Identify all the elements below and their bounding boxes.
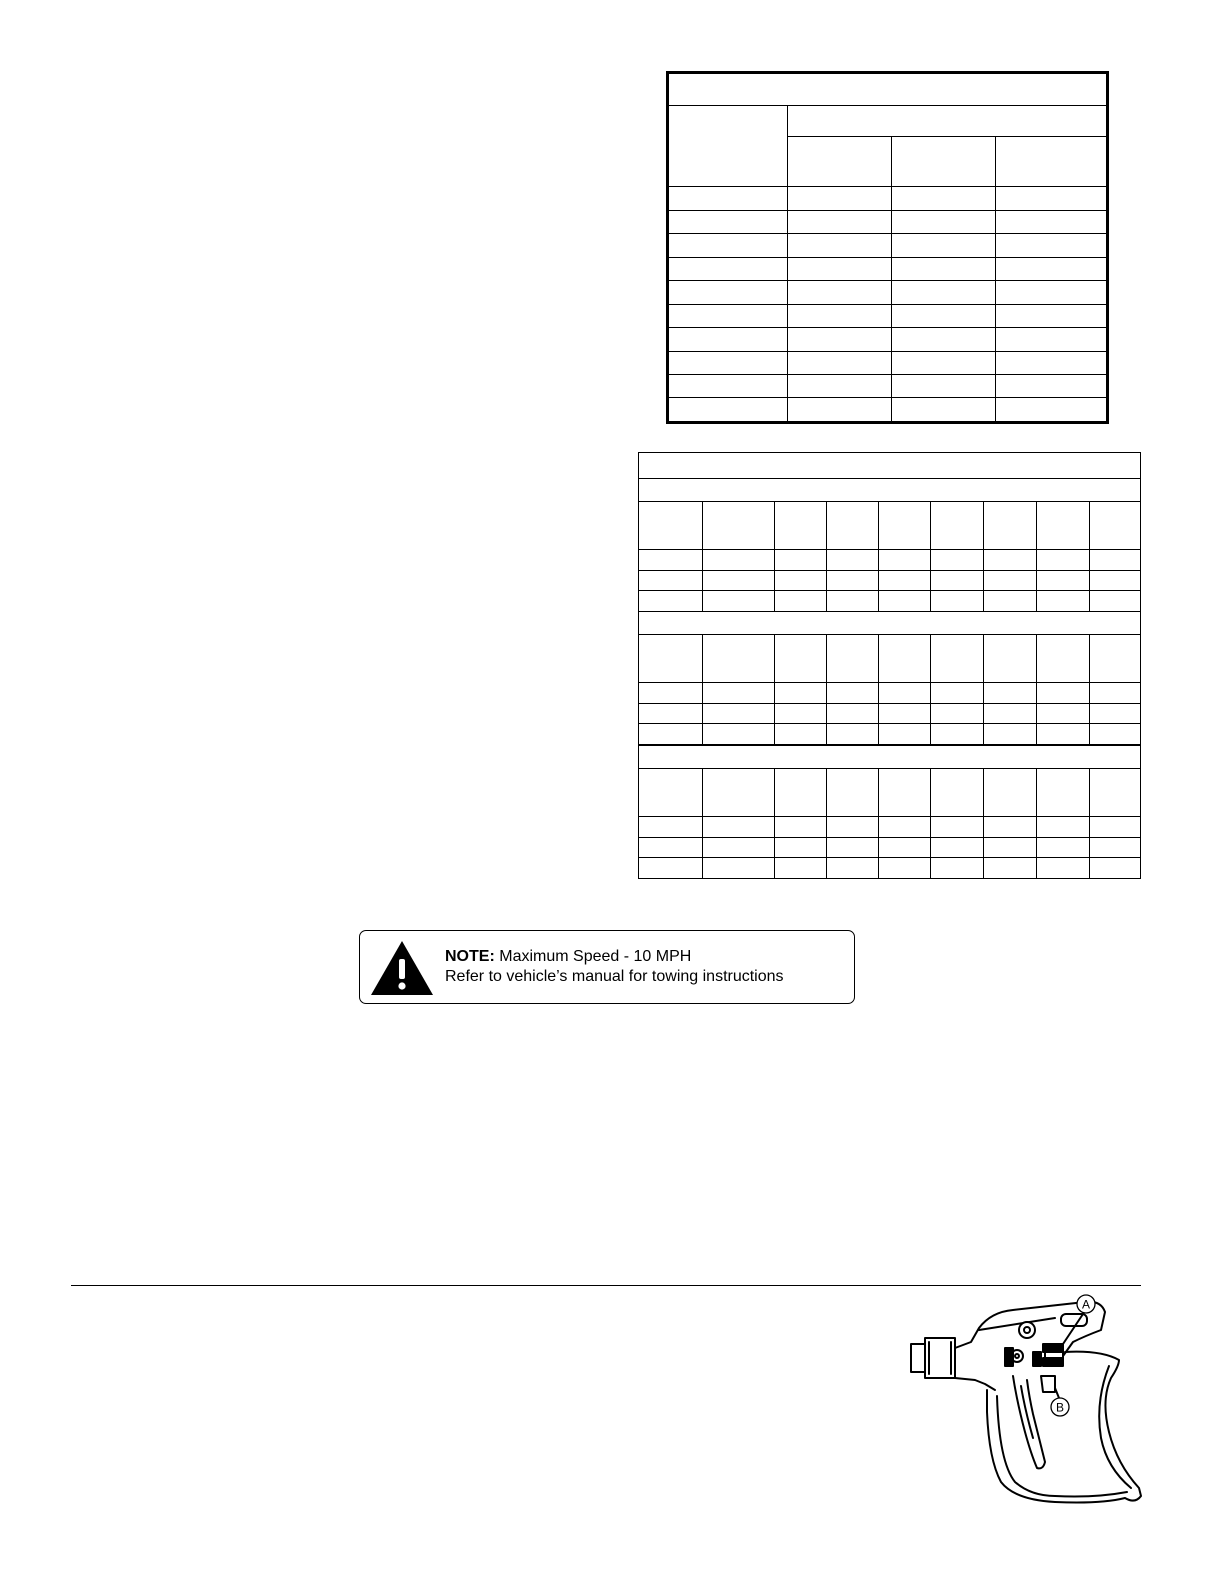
table-row [668, 281, 1108, 304]
table-row [668, 234, 1108, 257]
table-header-cell [996, 137, 1108, 187]
table-row [639, 591, 1141, 611]
table-header-row [639, 635, 1141, 683]
specification-table-2 [638, 452, 1141, 879]
note-label: NOTE: [445, 948, 495, 965]
section-divider [71, 1285, 1141, 1286]
specification-table-1 [666, 71, 1109, 424]
table-header-cell [892, 137, 996, 187]
table-row [668, 257, 1108, 280]
table-row [668, 398, 1108, 423]
warning-icon [369, 939, 435, 997]
table-row [668, 187, 1108, 210]
section-header-cell [639, 745, 1141, 769]
table-row [639, 858, 1141, 879]
table-header-cell [788, 105, 1108, 137]
table-row [639, 817, 1141, 837]
note-text [445, 947, 784, 987]
table-row [639, 837, 1141, 857]
table-row [639, 550, 1141, 570]
note-line-2: Refer to vehicle’s manual for towing instructions [445, 968, 784, 985]
table-row [668, 375, 1108, 398]
note-box [359, 930, 855, 1004]
table-row [668, 304, 1108, 327]
table-header-row [639, 502, 1141, 550]
spray-gun-illustration [905, 1292, 1147, 1510]
table-row [668, 328, 1108, 351]
table-caption-cell [639, 453, 1141, 479]
callout-b: B [1055, 1400, 1065, 1415]
section-header-cell [639, 478, 1141, 502]
note-line-1: Maximum Speed - 10 MPH [499, 948, 692, 965]
table-row [639, 570, 1141, 590]
table-header-cell [788, 137, 892, 187]
table-caption-cell [668, 73, 1108, 106]
table-row [668, 210, 1108, 233]
table-header-cell [668, 105, 788, 187]
table-row [639, 683, 1141, 703]
callout-a: A [1081, 1297, 1091, 1312]
table-row [639, 703, 1141, 723]
table-row [668, 351, 1108, 374]
table-row [639, 724, 1141, 745]
section-header-cell [639, 611, 1141, 635]
table-header-row [639, 769, 1141, 817]
